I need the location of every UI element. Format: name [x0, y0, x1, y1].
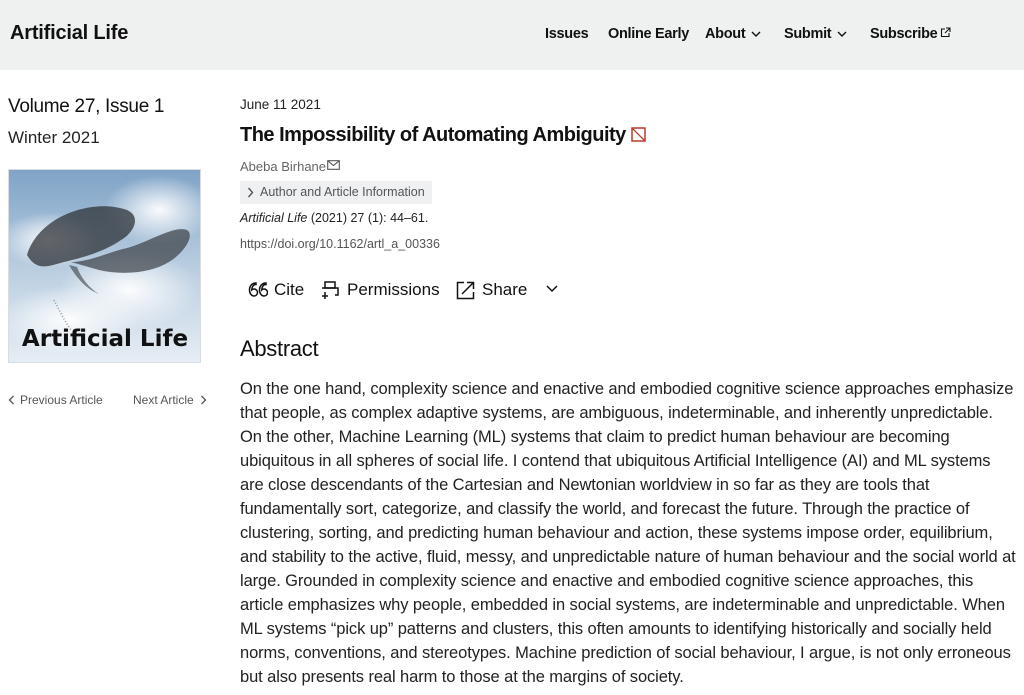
- nav-online-early[interactable]: [608, 26, 689, 42]
- chevron-down-icon: [837, 31, 847, 38]
- abstract-heading: Abstract: [240, 336, 319, 361]
- quote-icon: [248, 281, 268, 298]
- next-article-label: Next Article: [133, 393, 194, 407]
- pdf-icon[interactable]: [631, 127, 646, 142]
- nav-issues[interactable]: [545, 26, 588, 42]
- email-icon[interactable]: [327, 160, 340, 171]
- cover-artwork: [9, 170, 201, 363]
- citation-details: (2021) 27 (1): 44–61.: [307, 211, 429, 225]
- nav-submit[interactable]: [784, 26, 847, 42]
- site-title[interactable]: Artificial Life: [10, 22, 129, 44]
- chevron-left-icon: [8, 395, 15, 405]
- issue-season: Winter 2021: [8, 128, 100, 147]
- nav-about[interactable]: [705, 26, 761, 42]
- site-header: [0, 0, 1024, 70]
- chevron-right-icon: [247, 187, 254, 198]
- volume-issue-title[interactable]: Volume 27, Issue 1: [8, 96, 165, 117]
- article-title: The Impossibility of Automating Ambiguity: [240, 124, 626, 146]
- share-icon: [456, 281, 475, 300]
- journal-cover-image[interactable]: [8, 169, 201, 363]
- chevron-down-icon: [751, 31, 761, 38]
- author-info-toggle[interactable]: [240, 181, 432, 204]
- nav-subscribe[interactable]: [870, 26, 951, 42]
- nav-submit-label: Submit: [784, 26, 832, 42]
- publication-date: June 11 2021: [240, 97, 321, 112]
- next-article-link[interactable]: [133, 393, 207, 407]
- nav-online-early-label: Online Early: [608, 26, 690, 42]
- cite-label: Cite: [274, 280, 305, 299]
- permissions-button[interactable]: [321, 280, 440, 300]
- share-button[interactable]: [456, 280, 558, 300]
- nav-issues-label: Issues: [545, 26, 589, 42]
- share-label: Share: [482, 280, 528, 299]
- chevron-right-icon: [200, 395, 207, 405]
- permissions-label: Permissions: [347, 280, 440, 299]
- previous-article-label: Previous Article: [20, 393, 103, 407]
- external-link-icon: [940, 27, 951, 38]
- author-name[interactable]: Abeba Birhane: [240, 159, 327, 174]
- nav-subscribe-label: Subscribe: [870, 26, 938, 42]
- cite-button[interactable]: [248, 280, 304, 300]
- journal-name: Artificial Life: [240, 211, 308, 225]
- chevron-down-icon: [546, 285, 558, 293]
- doi-link[interactable]: https://doi.org/10.1162/artl_a_00336: [240, 237, 440, 251]
- cover-title: Artificial Life: [21, 326, 189, 352]
- abstract-text: On the one hand, complexity science and enactive and embodied cognitive science approaches emphasize that people, as complex adaptive systems, are ambiguous, indeterminable, and inherently unpredictable. On the other, Machine Learning (ML) systems that claim to predict human behaviour are becoming ubiquitous in all spheres of social life. I contend that ubiquitous Artificial Intelligence (AI) and ML systems are close descendants of the Cartesian and Newtonian worldview in so far as they are tools that fundamentally sort, categorize, and classify the world, and forecast the future. Through the practice of clustering, sorting, and predicting human behaviour and action, these systems impose order, equilibrium, and stability to the active, fluid, messy, and unpredictable nature of human behaviour and the social world at large. Grounded in complexity science and enactive and embodied cognitive science approaches, this article emphasizes why people, embedded in social systems, are indeterminable and unpredictable. When ML systems “pick up” patterns and clusters, this often amounts to identifying historically and socially held norms, conventions, and stereotypes. Machine prediction of social behaviour, I argue, is not only erroneous but also presents real harm to those at the margins of society.: [240, 380, 1016, 686]
- permissions-icon: [321, 281, 339, 300]
- previous-article-link[interactable]: [8, 393, 103, 407]
- author-info-label: Author and Article Information: [260, 185, 425, 199]
- nav-about-label: About: [705, 26, 746, 42]
- citation-line: [240, 211, 428, 225]
